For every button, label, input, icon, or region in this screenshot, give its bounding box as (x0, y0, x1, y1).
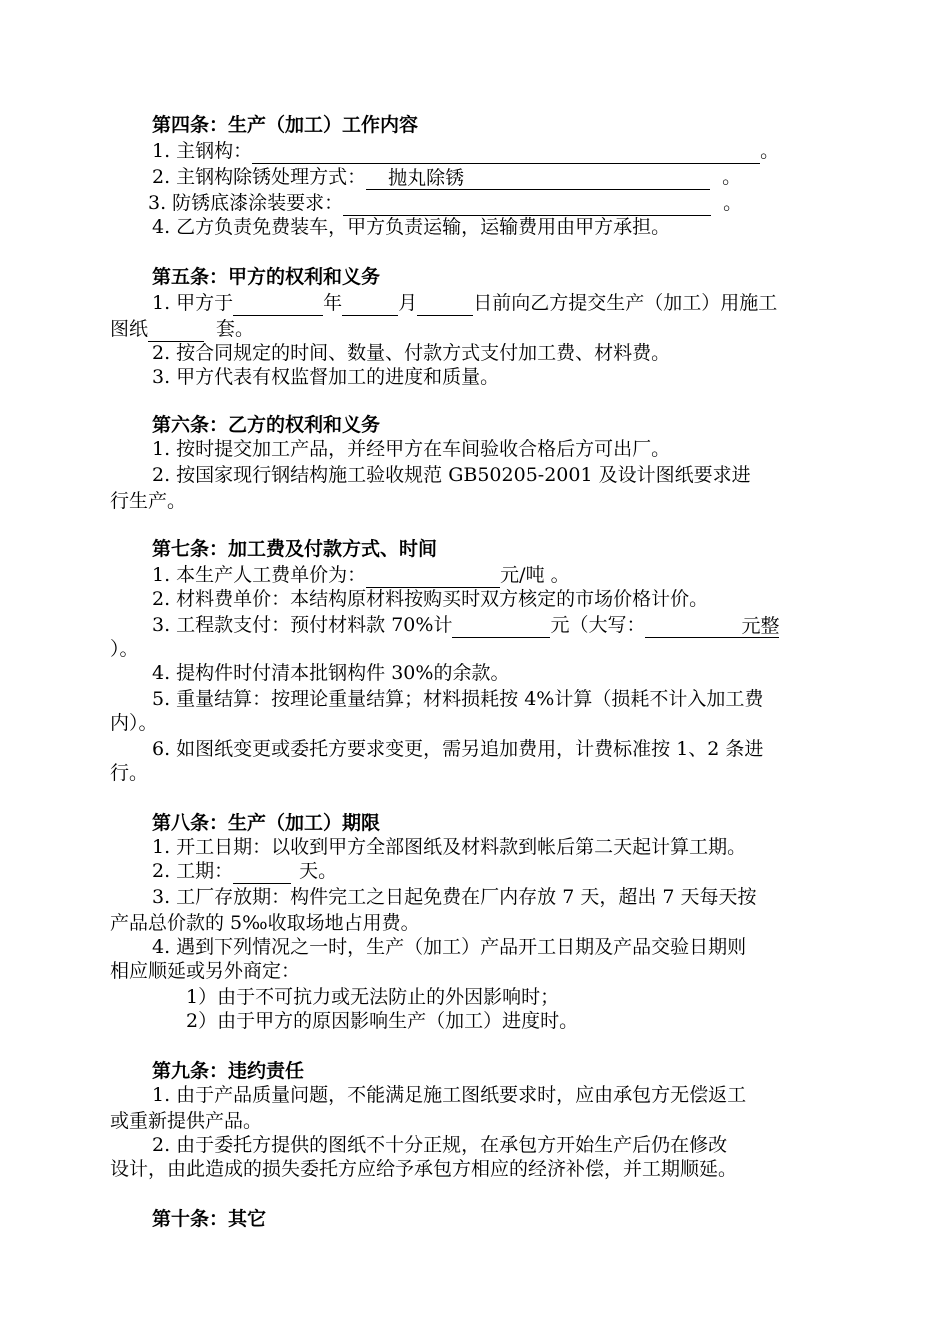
article-9-heading: 第九条：违约责任 (152, 1060, 305, 1082)
article-6-item-2: 2. 按国家现行钢结构施工验收规范 GB50205-2001 及设计图纸要求进 (152, 464, 751, 486)
month-blank[interactable] (342, 293, 398, 316)
article-9-item-2-cont: 设计，由此造成的损失委托方应给予承包方相应的经济补偿，并工期顺延。 (110, 1158, 738, 1180)
primer-coating-blank[interactable] (343, 193, 711, 216)
article-9-item-2: 2. 由于委托方提供的图纸不十分正规，在承包方开始生产后仍在修改 (152, 1134, 728, 1156)
prepayment-amount-blank[interactable] (452, 615, 550, 638)
article-8-item-4-sub-1: 1）由于不可抗力或无法防止的外因影响时； (186, 986, 560, 1008)
article-8-item-4-cont: 相应顺延或另外商定： (110, 960, 301, 982)
article-5-heading: 第五条：甲方的权利和义务 (152, 266, 381, 288)
article-8-item-3-cont: 产品总价款的 5‰收取场地占用费。 (110, 912, 420, 934)
article-4-heading: 第四条：生产（加工）工作内容 (152, 114, 419, 136)
rust-removal-field[interactable]: 抛丸除锈 (366, 167, 710, 190)
article-6-item-1: 1. 按时提交加工产品，并经甲方在车间验收合格后方可出厂。 (152, 438, 671, 460)
article-5-item-1: 1. 甲方于 年 月 日前向乙方提交生产（加工）用施工 (152, 292, 778, 314)
article-7-item-4: 4. 提构件时付清本批钢构件 30%的余款。 (152, 662, 510, 684)
amount-in-words-field[interactable]: 元整 (645, 615, 779, 638)
article-5-item-2: 2. 按合同规定的时间、数量、付款方式支付加工费、材料费。 (152, 342, 671, 364)
main-steel-blank[interactable] (252, 141, 760, 164)
article-7-item-1: 1. 本生产人工费单价为： 元/吨 。 (152, 564, 570, 586)
article-8-item-4: 4. 遇到下列情况之一时，生产（加工）产品开工日期及产品交验日期则 (152, 936, 747, 958)
year-blank[interactable] (233, 293, 323, 316)
article-4-item-4: 4. 乙方负责免费装车，甲方负责运输，运输费用由甲方承担。 (152, 216, 671, 238)
article-7-item-5-cont: 内）。 (110, 712, 158, 734)
article-7-item-6: 6. 如图纸变更或委托方要求变更，需另追加费用，计费标准按 1、2 条进 (152, 738, 764, 760)
article-7-item-3-cont: ）。 (110, 638, 139, 660)
drawing-sets-blank[interactable] (148, 319, 204, 342)
article-9-item-1: 1. 由于产品质量问题，不能满足施工图纸要求时，应由承包方无偿返工 (152, 1084, 747, 1106)
article-7-item-5: 5. 重量结算：按理论重量结算；材料损耗按 4%计算（损耗不计入加工费 (152, 688, 764, 710)
day-blank[interactable] (417, 293, 473, 316)
article-7-item-6-cont: 行。 (110, 762, 149, 784)
article-6-item-2-cont: 行生产。 (110, 490, 187, 512)
labor-price-blank[interactable] (366, 565, 500, 588)
article-4-item-1: 1. 主钢构： 。 (152, 140, 780, 162)
article-8-heading: 第八条：生产（加工）期限 (152, 812, 381, 834)
article-5-item-3: 3. 甲方代表有权监督加工的进度和质量。 (152, 366, 500, 388)
article-8-item-2: 2. 工期： 天。 (152, 860, 338, 882)
article-10-heading: 第十条：其它 (152, 1208, 267, 1230)
article-5-item-1-cont: 图纸 套。 (110, 318, 255, 340)
article-7-item-2: 2. 材料费单价：本结构原材料按购买时双方核定的市场价格计价。 (152, 588, 709, 610)
article-7-item-3: 3. 工程款支付：预付材料款 70%计 元（大写： 元整 (152, 614, 780, 637)
article-6-heading: 第六条：乙方的权利和义务 (152, 414, 381, 436)
period-days-blank[interactable] (233, 861, 291, 884)
article-9-item-1-cont: 或重新提供产品。 (110, 1110, 263, 1132)
article-8-item-3: 3. 工厂存放期：构件完工之日起免费在厂内存放 7 天，超出 7 天每天按 (152, 886, 757, 908)
article-4-item-3: 3. 防锈底漆涂装要求： 。 (148, 192, 743, 214)
article-8-item-4-sub-2: 2）由于甲方的原因影响生产（加工）进度时。 (186, 1010, 579, 1032)
article-4-item-2: 2. 主钢构除锈处理方式： 抛丸除锈 。 (152, 166, 742, 189)
article-8-item-1: 1. 开工日期：以收到甲方全部图纸及材料款到帐后第二天起计算工期。 (152, 836, 747, 858)
article-7-heading: 第七条：加工费及付款方式、时间 (152, 538, 438, 560)
